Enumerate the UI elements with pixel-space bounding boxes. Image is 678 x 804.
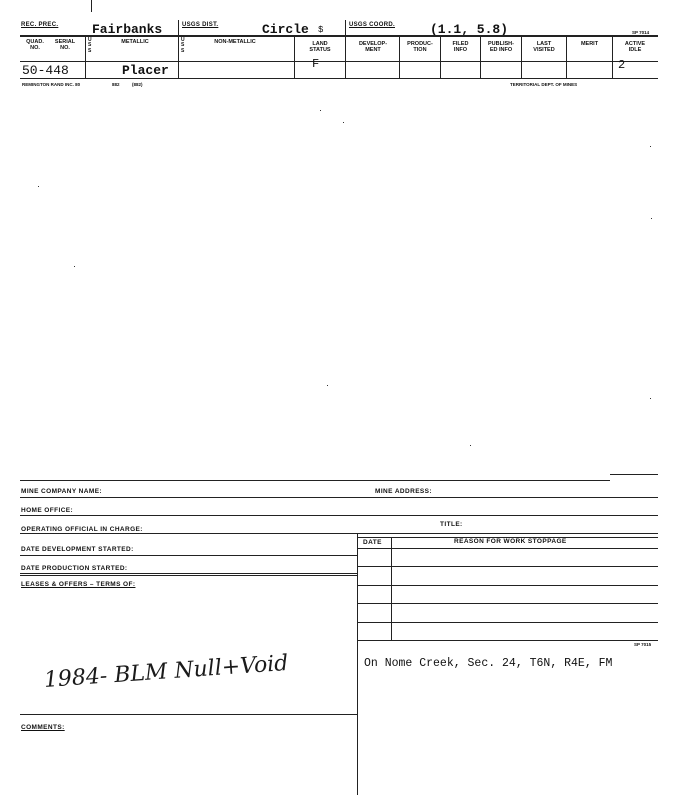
col-uss-nonmetal: U S S — [181, 37, 185, 54]
date-col-label: DATE — [363, 539, 382, 546]
rule — [357, 640, 658, 641]
scan-speck — [651, 218, 652, 219]
row-bottom-rule — [20, 78, 658, 79]
divider — [480, 36, 481, 78]
col-land-status: LAND STATUS — [309, 41, 331, 54]
dept-imprint: TERRITORIAL DEPT. OF MINES — [510, 82, 578, 87]
rec-prec-label: REC. PREC. — [21, 22, 59, 28]
printer-code-1: 882 — [112, 82, 120, 87]
col-development: DEVELOP- MENT — [358, 41, 388, 54]
rule — [357, 548, 658, 549]
home-office-label: HOME OFFICE: — [21, 507, 74, 514]
usgs-dist-value: Circle — [262, 22, 309, 37]
column-header-rule — [20, 61, 658, 62]
scan-speck — [74, 266, 75, 267]
rule — [20, 515, 658, 516]
divider — [85, 36, 86, 78]
col-published-info: PUBLISH- ED INFO — [488, 41, 514, 54]
scan-speck — [650, 398, 651, 399]
operating-official-label: OPERATING OFFICIAL IN CHARGE: — [21, 526, 143, 533]
rule — [20, 575, 357, 576]
col-production: PRODUC- TION — [407, 41, 433, 54]
form-code-top: SP 7014 — [632, 30, 650, 35]
scan-speck — [343, 122, 344, 123]
divider — [612, 36, 613, 78]
col-last-visited: LAST VISITED — [533, 41, 555, 54]
rule — [357, 566, 658, 567]
divider — [399, 36, 400, 78]
header-rule — [20, 35, 658, 37]
printer-imprint: REMINGTON RAND INC. 80 — [22, 82, 81, 87]
rule — [20, 555, 357, 556]
divider — [440, 36, 441, 78]
divider — [345, 20, 346, 78]
printer-code-2: (882) — [132, 82, 143, 87]
rule — [357, 585, 658, 586]
handwritten-note: 1984- BLM Null+Void — [43, 650, 290, 693]
metallic-value: Placer — [122, 63, 169, 78]
col-quad: QUAD. NO. — [26, 39, 44, 52]
scan-speck — [327, 385, 328, 386]
rule — [20, 533, 658, 534]
mine-address-label: MINE ADDRESS: — [375, 488, 432, 495]
divider — [178, 20, 179, 78]
leases-label: LEASES & OFFERS – TERMS OF: — [21, 581, 136, 588]
scan-speck — [320, 110, 321, 111]
divider — [521, 36, 522, 78]
scan-speck — [650, 146, 651, 147]
scan-speck — [38, 186, 39, 187]
rule — [20, 497, 658, 498]
usgs-dist-label: USGS DIST. — [182, 22, 219, 28]
col-active-idle: ACTIVE IDLE — [624, 41, 646, 54]
rule — [20, 714, 357, 715]
card-top-edge — [610, 474, 658, 475]
usgs-coord-label: USGS COORD. — [349, 22, 395, 28]
date-production-label: DATE PRODUCTION STARTED: — [21, 565, 128, 572]
col-merit: MERIT — [580, 41, 599, 47]
punch-tick — [91, 0, 92, 12]
divider — [391, 537, 392, 641]
reason-col-label: REASON FOR WORK STOPPAGE — [454, 538, 567, 545]
divider — [357, 533, 358, 795]
usgs-dist-mark: $ — [318, 25, 324, 35]
col-filed-info: FILED INFO — [452, 41, 469, 54]
active-idle-mark: 2 — [618, 58, 626, 72]
comments-label: COMMENTS: — [21, 724, 65, 731]
date-development-label: DATE DEVELOPMENT STARTED: — [21, 546, 134, 553]
col-serial: SERIAL NO. — [54, 39, 76, 52]
rule — [357, 622, 658, 623]
card-top-edge — [20, 480, 610, 481]
quad-serial-value: 50-448 — [22, 63, 69, 78]
rule — [357, 603, 658, 604]
divider — [566, 36, 567, 78]
scan-speck — [470, 445, 471, 446]
divider — [294, 36, 295, 78]
land-status-mark: F — [312, 57, 320, 71]
location-note: On Nome Creek, Sec. 24, T6N, R4E, FM — [364, 657, 613, 670]
form-code-bottom: SP 7015 — [634, 642, 652, 647]
col-metallic: METALLIC — [121, 39, 149, 45]
title-label: TITLE: — [440, 521, 463, 528]
rule — [20, 573, 357, 574]
col-non-metallic: NON-METALLIC — [214, 39, 256, 45]
usgs-coord-value: (1.1, 5.8) — [430, 22, 509, 37]
mine-company-name-label: MINE COMPANY NAME: — [21, 488, 102, 495]
col-uss-metal: U S S — [88, 37, 92, 54]
rec-prec-value: Fairbanks — [92, 22, 163, 37]
